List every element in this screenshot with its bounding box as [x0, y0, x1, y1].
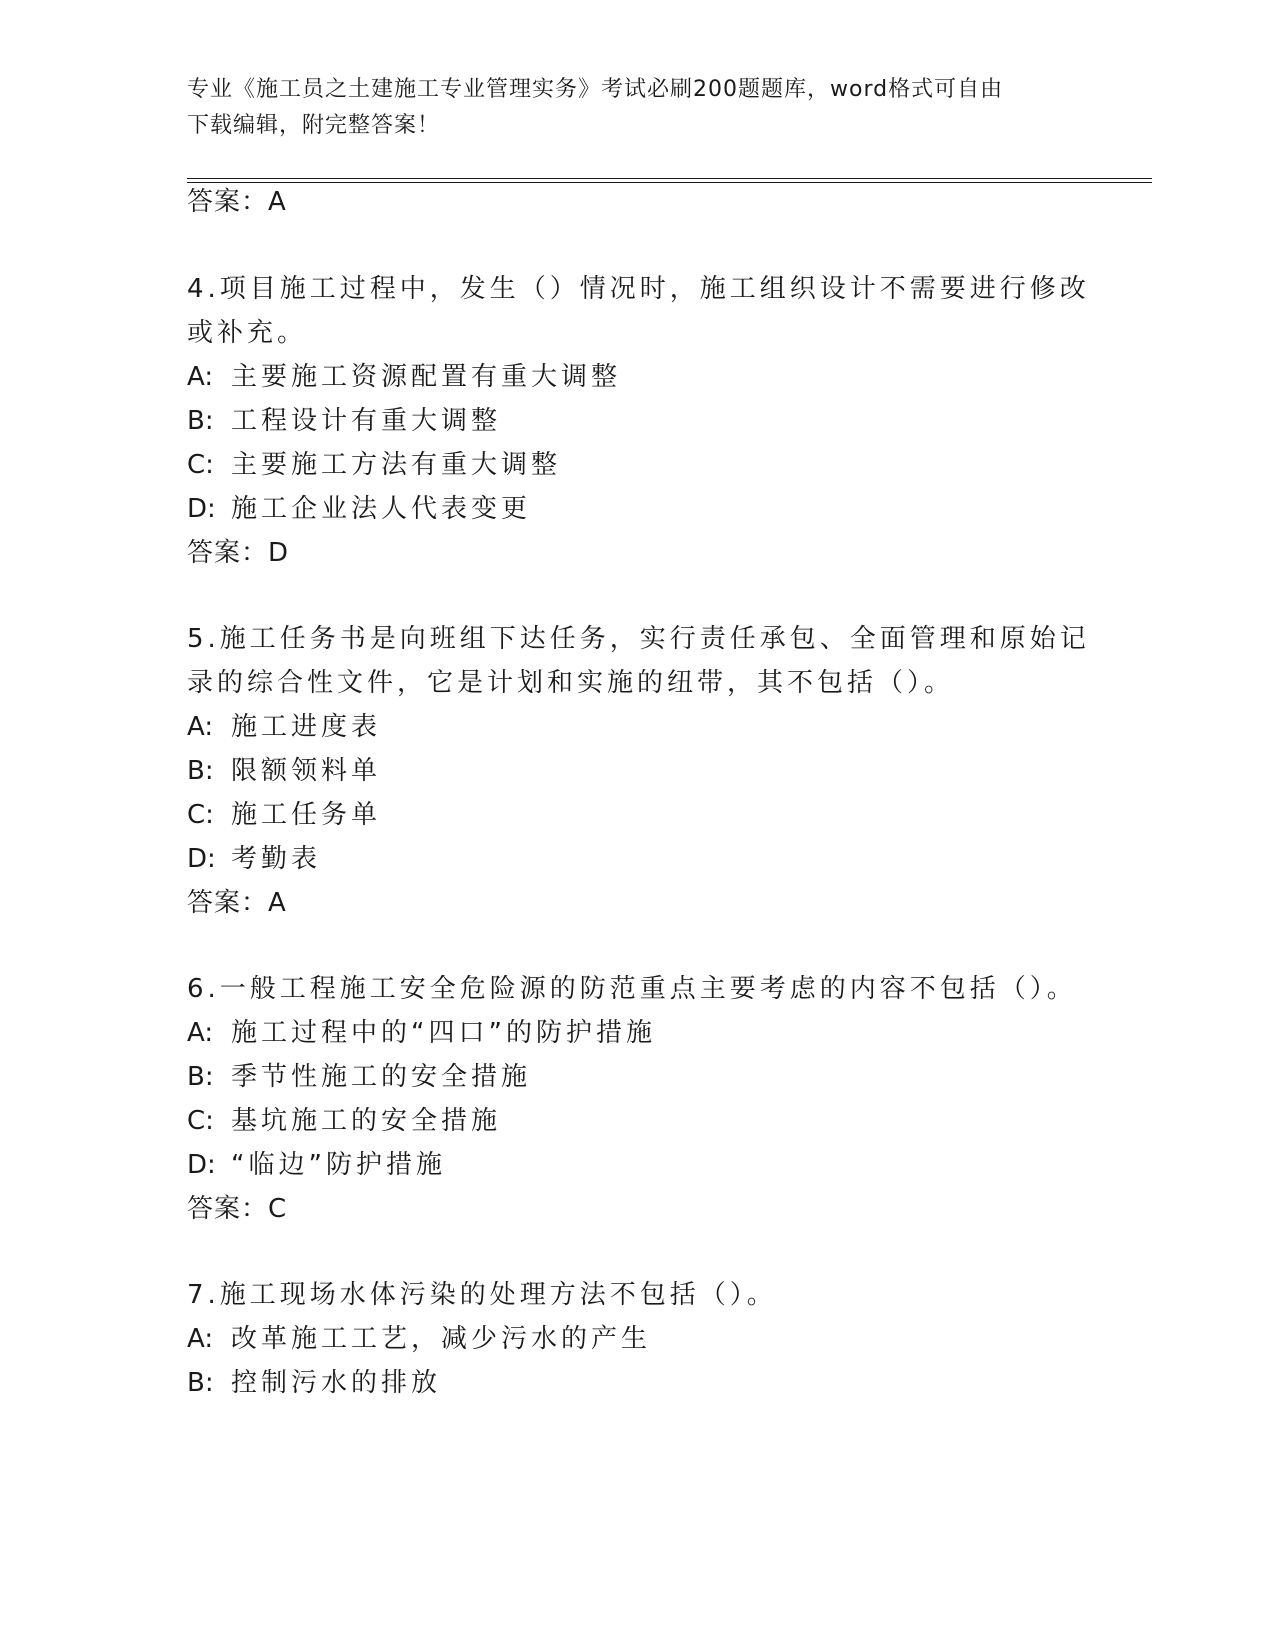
option-letter: D:: [187, 494, 216, 524]
option-text: 主要施工方法有重大调整: [231, 450, 562, 480]
question-5-option-d: [187, 843, 321, 875]
option-text: 季节性施工的安全措施: [231, 1062, 532, 1092]
question-5-option-b: [187, 755, 381, 787]
question-4-option-c: [187, 449, 561, 481]
question-6-stem-line-1: 6.一般工程施工安全危险源的防范重点主要考虑的内容不包括（）。: [187, 974, 1077, 1004]
question-6-option-c: [187, 1105, 501, 1137]
option-letter: D:: [187, 1150, 216, 1180]
header-line-1: 专业《施工员之土建施工专业管理实务》考试必刷200题题库，word格式可自由: [187, 77, 1004, 102]
option-letter: A:: [187, 1018, 214, 1048]
option-letter: C:: [187, 1106, 214, 1136]
option-text: 控制污水的排放: [231, 1368, 442, 1398]
question-7-option-a: [187, 1323, 651, 1355]
option-letter: C:: [187, 450, 214, 480]
question-7-stem-line-1: 7.施工现场水体污染的处理方法不包括（）。: [187, 1280, 777, 1310]
question-7-option-b: [187, 1367, 441, 1399]
option-text: 施工任务单: [231, 800, 382, 830]
question-4-option-d: [187, 493, 531, 525]
option-letter: A:: [187, 712, 214, 742]
option-letter: B:: [187, 1368, 214, 1398]
option-letter: B:: [187, 406, 214, 436]
question-4-stem-line-2: 或补充。: [187, 318, 308, 348]
header-divider-top: [187, 178, 1152, 179]
answer-prev: 答案：A: [187, 187, 287, 217]
option-text: 基坑施工的安全措施: [231, 1106, 502, 1136]
option-text: 考勤表: [231, 844, 322, 874]
option-text: 工程设计有重大调整: [231, 406, 502, 436]
option-text: 施工过程中的“四口”的防护措施: [231, 1018, 656, 1048]
question-4-option-a: [187, 361, 621, 393]
question-6-answer: 答案：C: [187, 1194, 288, 1224]
option-text: 限额领料单: [231, 756, 382, 786]
question-6-option-a: [187, 1017, 656, 1049]
option-letter: D:: [187, 844, 216, 874]
option-letter: A:: [187, 362, 214, 392]
question-6-option-d: [187, 1149, 446, 1181]
question-4-stem-line-1: 4.项目施工过程中，发生（）情况时，施工组织设计不需要进行修改: [187, 274, 1090, 304]
option-letter: B:: [187, 1062, 214, 1092]
option-text: 施工进度表: [231, 712, 382, 742]
option-text: 施工企业法人代表变更: [231, 494, 532, 524]
question-4-option-b: [187, 405, 501, 437]
question-5-answer: 答案：A: [187, 888, 287, 918]
header-line-2: 下载编辑，附完整答案！: [187, 113, 441, 138]
option-letter: A:: [187, 1324, 214, 1354]
question-6-option-b: [187, 1061, 531, 1093]
option-letter: B:: [187, 756, 214, 786]
header-divider-bottom: [187, 182, 1152, 183]
question-5-stem-line-1: 5.施工任务书是向班组下达任务，实行责任承包、全面管理和原始记: [187, 624, 1090, 654]
document-header: [187, 72, 1067, 144]
question-5-option-a: [187, 711, 381, 743]
question-4-answer: 答案：D: [187, 538, 290, 568]
option-letter: C:: [187, 800, 214, 830]
question-5-option-c: [187, 799, 381, 831]
question-5-stem-line-2: 录的综合性文件，它是计划和实施的纽带，其不包括（）。: [187, 668, 955, 698]
option-text: 改革施工工艺，减少污水的产生: [231, 1324, 652, 1354]
option-text: “临边”防护措施: [231, 1150, 446, 1180]
option-text: 主要施工资源配置有重大调整: [231, 362, 622, 392]
